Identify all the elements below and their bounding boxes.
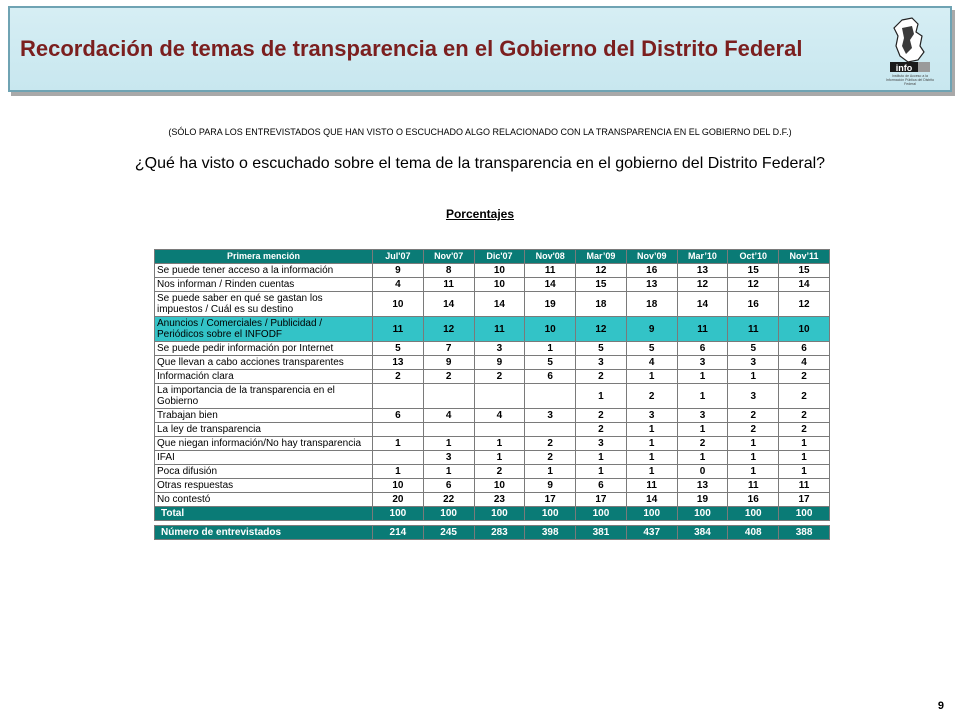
value-cell: 3: [576, 356, 627, 370]
value-cell: 11: [779, 479, 830, 493]
value-cell: 437: [626, 526, 677, 540]
value-cell: 1: [474, 437, 525, 451]
value-cell: 11: [728, 479, 779, 493]
row-label: Se puede pedir información por Internet: [155, 342, 373, 356]
value-cell: 1: [525, 465, 576, 479]
value-cell: 2: [779, 423, 830, 437]
value-cell: 6: [677, 342, 728, 356]
value-cell: 1: [576, 451, 627, 465]
value-cell: 100: [373, 507, 424, 521]
value-cell: 2: [779, 370, 830, 384]
value-cell: 1: [728, 437, 779, 451]
value-cell: 1: [626, 451, 677, 465]
value-cell: 4: [474, 409, 525, 423]
table-row: [155, 479, 830, 493]
value-cell: 6: [779, 342, 830, 356]
value-cell: 100: [626, 507, 677, 521]
value-cell: 100: [779, 507, 830, 521]
table-row: [155, 317, 830, 342]
value-cell: 12: [779, 292, 830, 317]
value-cell: 9: [373, 264, 424, 278]
value-cell: 14: [474, 292, 525, 317]
value-cell: 6: [576, 479, 627, 493]
value-cell: 5: [626, 342, 677, 356]
header-cell: Oct’10: [728, 250, 779, 264]
row-label: La importancia de la transparencia en el Gobierno: [155, 384, 373, 409]
value-cell: 16: [728, 493, 779, 507]
row-label: Poca difusión: [155, 465, 373, 479]
value-cell: 14: [423, 292, 474, 317]
table-row: [155, 278, 830, 292]
value-cell: 100: [525, 507, 576, 521]
header-cell: Nov'07: [423, 250, 474, 264]
row-label: La ley de transparencia: [155, 423, 373, 437]
header-cell: Mar’09: [576, 250, 627, 264]
value-cell: 2: [423, 370, 474, 384]
value-cell: 1: [423, 437, 474, 451]
value-cell: 14: [779, 278, 830, 292]
infodf-logo: [882, 16, 938, 86]
value-cell: 2: [525, 451, 576, 465]
value-cell: 12: [576, 317, 627, 342]
value-cell: 12: [677, 278, 728, 292]
value-cell: 20: [373, 493, 424, 507]
value-cell: 23: [474, 493, 525, 507]
value-cell: 13: [677, 479, 728, 493]
table-row: [155, 342, 830, 356]
table-row: [155, 465, 830, 479]
value-cell: 18: [626, 292, 677, 317]
value-cell: 245: [423, 526, 474, 540]
header-cell: Nov’09: [626, 250, 677, 264]
value-cell: 11: [373, 317, 424, 342]
value-cell: 1: [626, 465, 677, 479]
value-cell: 3: [677, 409, 728, 423]
value-cell: 4: [423, 409, 474, 423]
value-cell: 1: [677, 451, 728, 465]
value-cell: 3: [423, 451, 474, 465]
value-cell: 1: [728, 451, 779, 465]
title-banner: [8, 6, 952, 92]
value-cell: 5: [576, 342, 627, 356]
value-cell: 1: [728, 465, 779, 479]
header-cell: Primera mención: [155, 250, 373, 264]
value-cell: 2: [576, 370, 627, 384]
value-cell: 388: [779, 526, 830, 540]
value-cell: 2: [474, 465, 525, 479]
value-cell: 19: [525, 292, 576, 317]
value-cell: 13: [626, 278, 677, 292]
value-cell: 1: [677, 384, 728, 409]
value-cell: 9: [423, 356, 474, 370]
value-cell: 2: [728, 423, 779, 437]
sample-size-row: [155, 526, 830, 540]
value-cell: 11: [423, 278, 474, 292]
value-cell: 1: [626, 423, 677, 437]
table-row: [155, 356, 830, 370]
value-cell: 6: [373, 409, 424, 423]
value-cell: 3: [576, 437, 627, 451]
table-row: [155, 264, 830, 278]
value-cell: 11: [626, 479, 677, 493]
value-cell: 16: [626, 264, 677, 278]
page-title: Recordación de temas de transparencia en el Gobierno del Distrito Federal: [20, 36, 803, 61]
value-cell: [423, 384, 474, 409]
value-cell: 17: [525, 493, 576, 507]
header-cell: Dic'07: [474, 250, 525, 264]
row-label: Nos informan / Rinden cuentas: [155, 278, 373, 292]
value-cell: 5: [373, 342, 424, 356]
table-row: [155, 451, 830, 465]
row-label: Número de entrevistados: [155, 526, 373, 540]
value-cell: 1: [677, 423, 728, 437]
row-label: Otras respuestas: [155, 479, 373, 493]
header-cell: Mar’10: [677, 250, 728, 264]
value-cell: 9: [626, 317, 677, 342]
value-cell: 384: [677, 526, 728, 540]
value-cell: 17: [779, 493, 830, 507]
value-cell: 10: [779, 317, 830, 342]
value-cell: 1: [779, 437, 830, 451]
row-label: IFAI: [155, 451, 373, 465]
header-cell: Jul'07: [373, 250, 424, 264]
total-row: [155, 507, 830, 521]
value-cell: [525, 384, 576, 409]
value-cell: 11: [728, 317, 779, 342]
value-cell: 1: [728, 370, 779, 384]
value-cell: 1: [677, 370, 728, 384]
value-cell: 13: [373, 356, 424, 370]
value-cell: 100: [474, 507, 525, 521]
value-cell: 11: [525, 264, 576, 278]
value-cell: 9: [474, 356, 525, 370]
row-label: Que llevan a cabo acciones transparentes: [155, 356, 373, 370]
table-row: [155, 437, 830, 451]
value-cell: 1: [423, 465, 474, 479]
value-cell: [373, 451, 424, 465]
value-cell: 1: [474, 451, 525, 465]
value-cell: 6: [423, 479, 474, 493]
value-cell: 100: [576, 507, 627, 521]
row-label: Anuncios / Comerciales / Publicidad / Periódicos sobre el INFODF: [155, 317, 373, 342]
value-cell: 2: [677, 437, 728, 451]
value-cell: 1: [373, 465, 424, 479]
value-cell: 1: [576, 465, 627, 479]
value-cell: 398: [525, 526, 576, 540]
row-label: No contestó: [155, 493, 373, 507]
value-cell: 10: [474, 278, 525, 292]
value-cell: 100: [677, 507, 728, 521]
value-cell: 2: [373, 370, 424, 384]
value-cell: 7: [423, 342, 474, 356]
value-cell: 3: [474, 342, 525, 356]
value-cell: 2: [728, 409, 779, 423]
row-label: Total: [155, 507, 373, 521]
row-label: Que niegan información/No hay transparencia: [155, 437, 373, 451]
value-cell: 4: [779, 356, 830, 370]
value-cell: 17: [576, 493, 627, 507]
table-row: [155, 384, 830, 409]
value-cell: 100: [423, 507, 474, 521]
value-cell: 22: [423, 493, 474, 507]
logo-caption: Instituto de Acceso a la Información Pública del Distrito Federal: [885, 74, 935, 86]
value-cell: [525, 423, 576, 437]
value-cell: 13: [677, 264, 728, 278]
table-row: [155, 423, 830, 437]
value-cell: 3: [525, 409, 576, 423]
value-cell: 1: [626, 437, 677, 451]
value-cell: 14: [677, 292, 728, 317]
value-cell: 12: [423, 317, 474, 342]
value-cell: 2: [576, 423, 627, 437]
page-number: 9: [937, 700, 944, 712]
row-label: Se puede tener acceso a la información: [155, 264, 373, 278]
value-cell: 14: [626, 493, 677, 507]
row-label: Información clara: [155, 370, 373, 384]
value-cell: 1: [779, 451, 830, 465]
value-cell: 4: [626, 356, 677, 370]
value-cell: 2: [576, 409, 627, 423]
value-cell: 15: [779, 264, 830, 278]
results-table: [154, 249, 830, 540]
value-cell: 10: [525, 317, 576, 342]
value-cell: 381: [576, 526, 627, 540]
value-cell: 11: [474, 317, 525, 342]
value-cell: 2: [626, 384, 677, 409]
logo-text: info: [895, 63, 913, 73]
value-cell: [373, 384, 424, 409]
percent-label: Porcentajes: [445, 207, 515, 221]
row-label: Trabajan bien: [155, 409, 373, 423]
value-cell: 8: [423, 264, 474, 278]
value-cell: 4: [373, 278, 424, 292]
value-cell: 12: [576, 264, 627, 278]
value-cell: 10: [474, 264, 525, 278]
table-row: [155, 370, 830, 384]
value-cell: 10: [373, 479, 424, 493]
value-cell: 11: [677, 317, 728, 342]
table-row: [155, 409, 830, 423]
value-cell: 2: [525, 437, 576, 451]
value-cell: 5: [525, 356, 576, 370]
value-cell: 16: [728, 292, 779, 317]
value-cell: 408: [728, 526, 779, 540]
value-cell: 1: [525, 342, 576, 356]
table-row: [155, 493, 830, 507]
value-cell: 2: [779, 384, 830, 409]
value-cell: 1: [373, 437, 424, 451]
value-cell: 3: [728, 384, 779, 409]
value-cell: 6: [525, 370, 576, 384]
value-cell: [423, 423, 474, 437]
value-cell: 1: [779, 465, 830, 479]
value-cell: 19: [677, 493, 728, 507]
value-cell: 2: [474, 370, 525, 384]
value-cell: 14: [525, 278, 576, 292]
value-cell: [474, 423, 525, 437]
value-cell: 10: [373, 292, 424, 317]
value-cell: 3: [626, 409, 677, 423]
value-cell: 12: [728, 278, 779, 292]
subtitle-filter: (SÓLO PARA LOS ENTREVISTADOS QUE HAN VISTO O ESCUCHADO ALGO RELACIONADO CON LA TRANSPARENCIA EN EL GOBIERNO DEL D.F.): [168, 127, 792, 137]
value-cell: 283: [474, 526, 525, 540]
value-cell: [373, 423, 424, 437]
table-header-row: [155, 250, 830, 264]
header-cell: Nov'08: [525, 250, 576, 264]
value-cell: 5: [728, 342, 779, 356]
value-cell: 15: [728, 264, 779, 278]
value-cell: 2: [779, 409, 830, 423]
table-row: [155, 292, 830, 317]
value-cell: 3: [728, 356, 779, 370]
row-label: Se puede saber en qué se gastan los impuestos / Cuál es su destino: [155, 292, 373, 317]
value-cell: 1: [626, 370, 677, 384]
value-cell: [474, 384, 525, 409]
survey-question: ¿Qué ha visto o escuchado sobre el tema de la transparencia en el gobierno del Distrito Federal?: [134, 155, 826, 172]
value-cell: 214: [373, 526, 424, 540]
value-cell: 9: [525, 479, 576, 493]
value-cell: 1: [576, 384, 627, 409]
header-cell: Nov’11: [779, 250, 830, 264]
value-cell: 10: [474, 479, 525, 493]
value-cell: 15: [576, 278, 627, 292]
value-cell: 18: [576, 292, 627, 317]
value-cell: 3: [677, 356, 728, 370]
value-cell: 0: [677, 465, 728, 479]
value-cell: 100: [728, 507, 779, 521]
